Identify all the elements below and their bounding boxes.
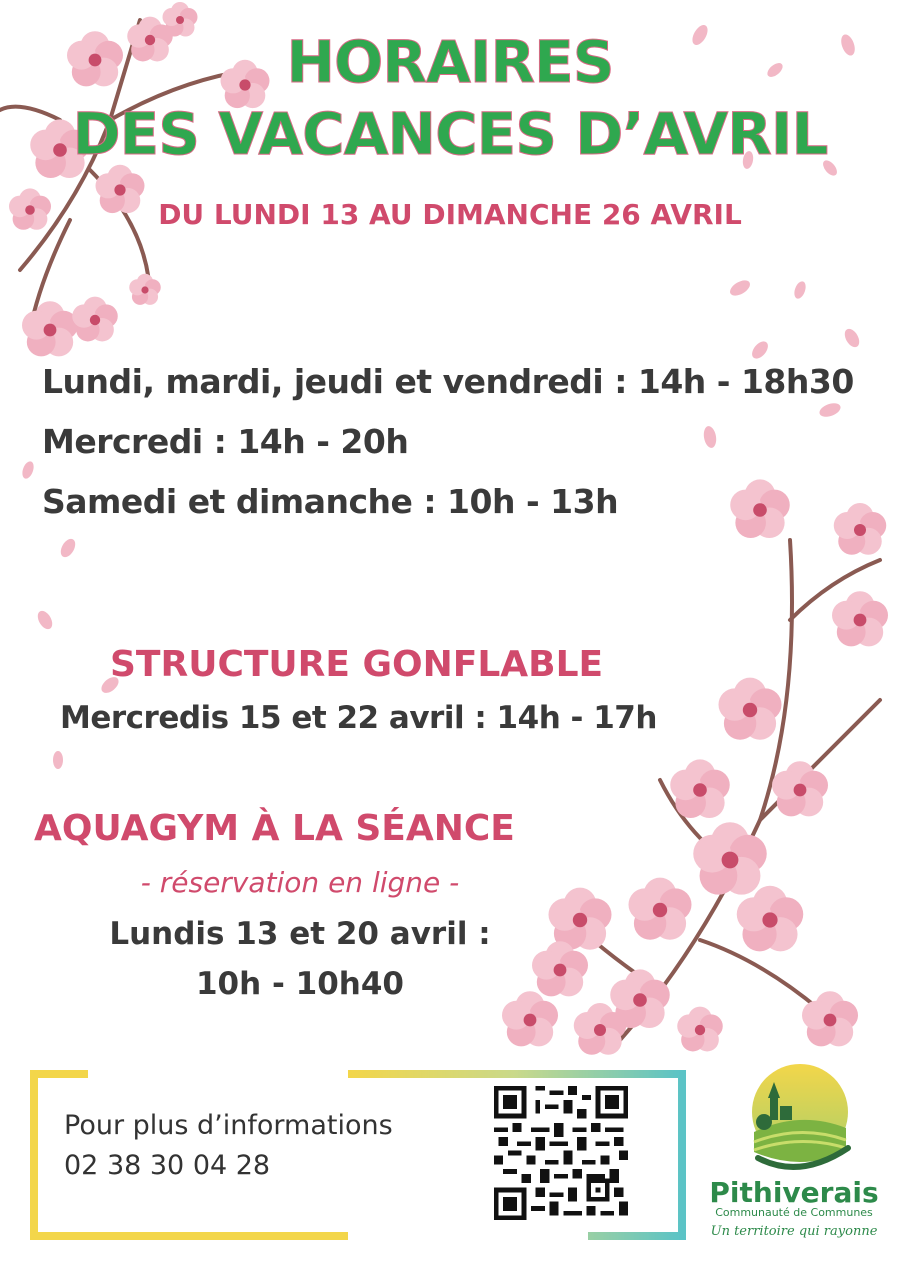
info-label: Pour plus d’informations <box>64 1110 393 1141</box>
brand-subtitle: Communauté de Communes <box>715 1206 873 1219</box>
title-line-2: DES VACANCES D’AVRIL <box>72 100 828 168</box>
qr-code[interactable] <box>494 1086 628 1220</box>
date-range-subtitle: DU LUNDI 13 AU DIMANCHE 26 AVRIL <box>158 198 742 231</box>
title-line-1: HORAIRES <box>286 28 614 96</box>
aquagym-time: 10h - 10h40 <box>195 966 404 1002</box>
info-phone[interactable]: 02 38 30 04 28 <box>64 1150 271 1181</box>
schedule-weekend: Samedi et dimanche : 10h - 13h <box>42 482 619 521</box>
aquagym-reservation-note: - réservation en ligne - <box>140 866 460 899</box>
schedule-wednesday: Mercredi : 14h - 20h <box>42 422 409 461</box>
structure-gonflable-schedule: Mercredis 15 et 22 avril : 14h - 17h <box>60 700 657 736</box>
structure-gonflable-title: STRUCTURE GONFLABLE <box>110 644 604 685</box>
aquagym-title: AQUAGYM À LA SÉANCE <box>34 808 515 849</box>
schedule-weekdays: Lundi, mardi, jeudi et vendredi : 14h - 18h30 <box>42 362 854 401</box>
pithiverais-logo <box>740 1062 860 1182</box>
aquagym-days: Lundis 13 et 20 avril : <box>109 916 491 952</box>
brand-tagline: Un territoire qui rayonne <box>710 1224 878 1239</box>
brand-name: Pithiverais <box>709 1176 879 1209</box>
